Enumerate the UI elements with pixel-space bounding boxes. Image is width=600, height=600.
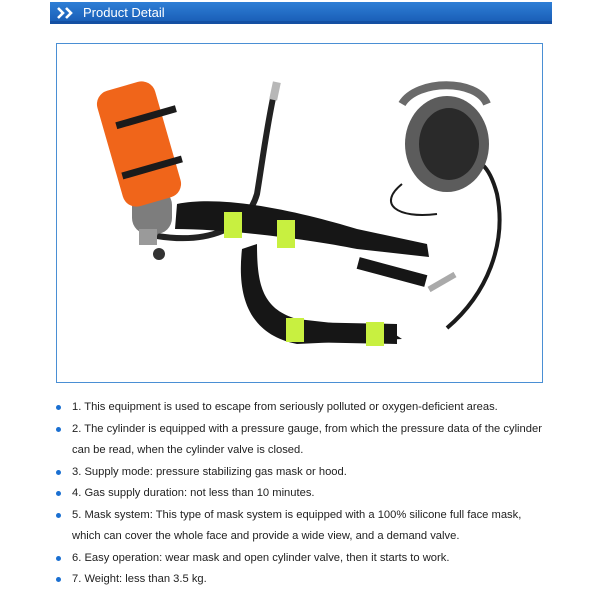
section-title: Product Detail [83,5,165,20]
feature-text: 7. Weight: less than 3.5 kg. [72,573,207,585]
mask-visor [419,108,479,180]
feature-text: 5. Mask system: This type of mask system is equipped with a 100% silicone full face mask, which can cover the whole face and provide a wide view, and a demand valve. [72,508,522,542]
harness-strap [357,257,428,287]
reflective-strip [224,212,242,238]
feature-list [54,397,544,591]
bullet-icon [56,405,61,410]
neck-strap [391,184,437,215]
cylinder-valve [139,229,157,245]
feature-text: 2. The cylinder is equipped with a pressure gauge, from which the pressure data of the cylinder can be read, when the cylinder valve is closed. [72,422,542,456]
pressure-gauge [153,248,165,260]
section-header [50,2,552,24]
feature-text: 1. This equipment is used to escape from seriously polluted or oxygen-deficient areas. [72,401,498,413]
feature-text: 6. Easy operation: wear mask and open cylinder valve, then it starts to work. [72,551,450,564]
reflective-strip [277,220,295,248]
orange-cylinder-bag [94,78,185,210]
list-item [54,483,544,505]
list-item [54,548,544,570]
bullet-icon [56,577,61,582]
list-item [54,569,544,591]
feature-text: 4. Gas supply duration: not less than 10 minutes. [72,487,315,499]
list-item [54,505,544,548]
product-illustration [57,44,542,382]
list-item [54,397,544,419]
gauge-fitting [269,81,281,100]
waist-harness [175,201,429,257]
reflective-strip [286,318,304,342]
bullet-icon [56,491,61,496]
bullet-icon [56,427,61,432]
list-item [54,462,544,484]
demand-valve [428,272,457,292]
bullet-icon [56,513,61,518]
bullet-icon [56,556,61,561]
product-photo [56,43,543,383]
feature-text: 3. Supply mode: pressure stabilizing gas mask or hood. [72,465,347,478]
bullet-icon [56,470,61,475]
double-chevron-right-icon [56,6,78,20]
reflective-strip [366,322,384,346]
list-item [54,419,544,462]
